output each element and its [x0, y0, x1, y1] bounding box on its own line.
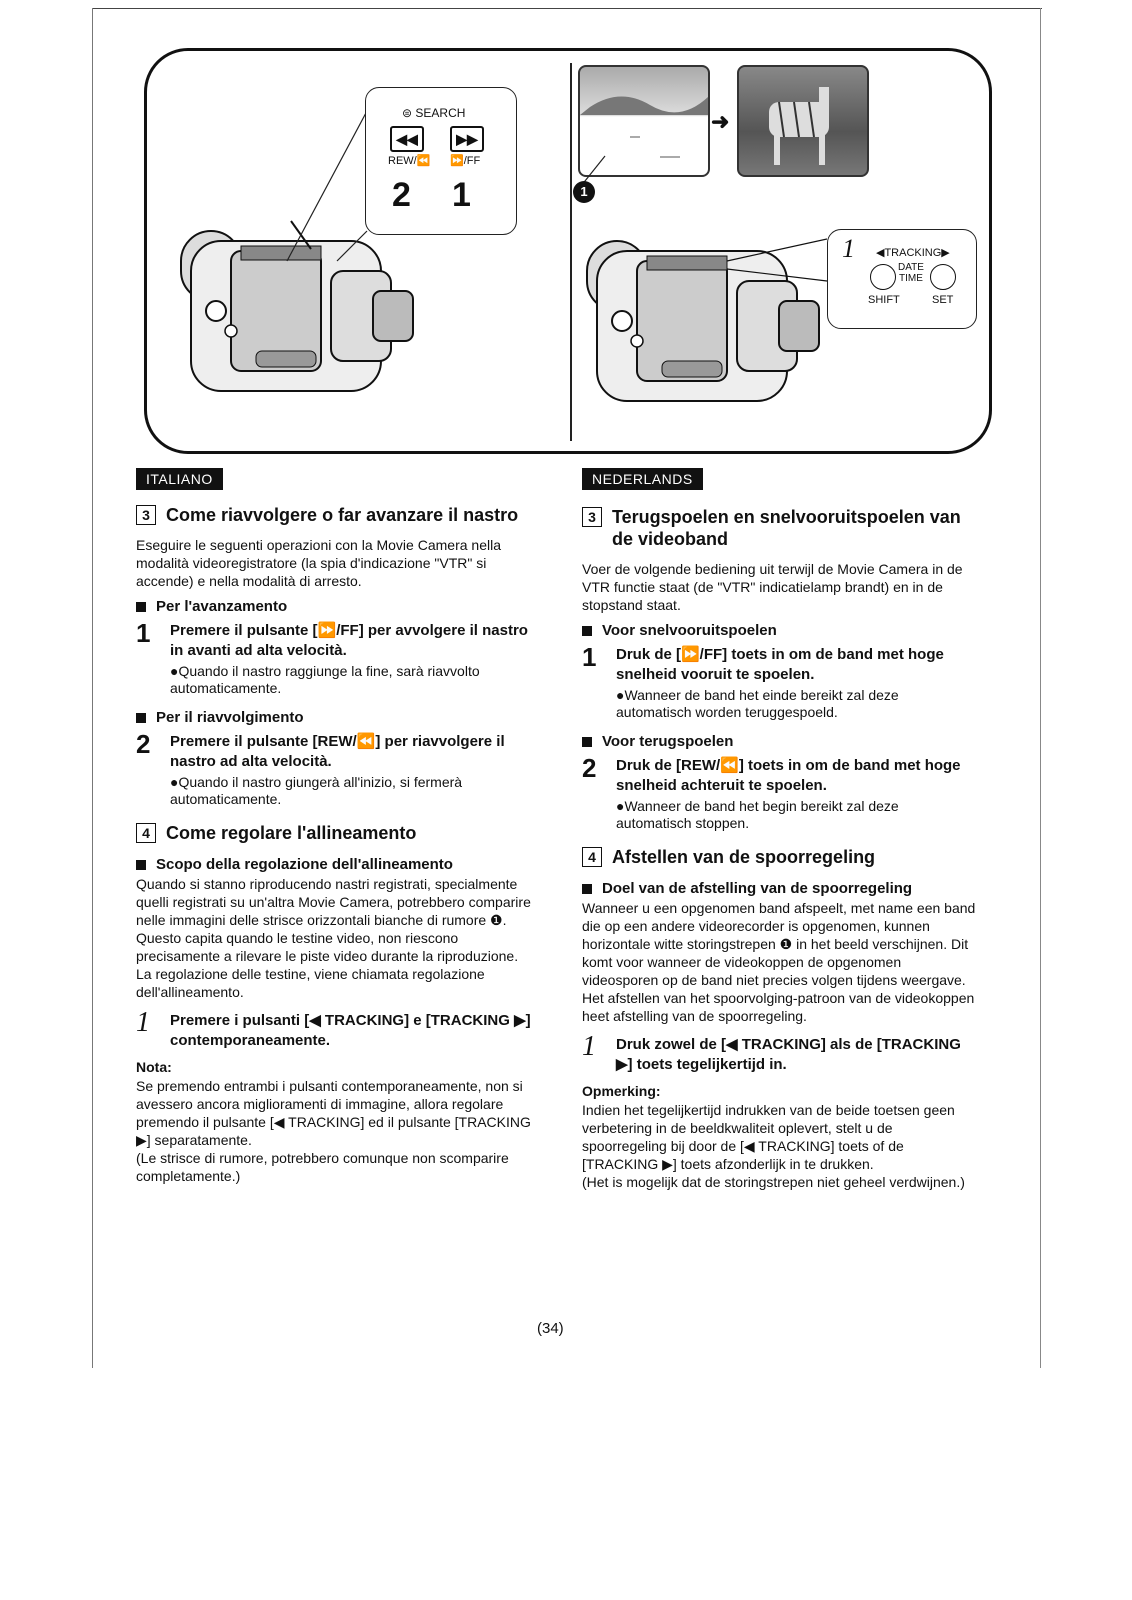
section-3-heading [136, 504, 531, 526]
subheading-purpose-text: Doel van de afstelling van de spoorregeling [602, 880, 913, 897]
language-tag-italiano: ITALIANO [136, 468, 223, 490]
language-tag-nederlands: NEDERLANDS [582, 468, 703, 490]
note-paragraph: Indien het tegelijkertijd indrukken van de beide toetsen geen verbetering in de beeldkwaliteit oplevert, stelt u de spoorregeling bij door de [◀ TRACKING] toets of de [TRACKING ▶] toets afzonderlijk in te drukken. [582, 1102, 955, 1172]
step-text: Druk de [⏩/FF] toets in om de band met hoge snelheid vooruit te spoelen. [616, 646, 944, 683]
section-number: 4 [582, 847, 602, 867]
purpose-paragraph: Wanneer u een opgenomen band afspeelt, met name een band die op een andere videorecorder is opgenomen, kunnen horizontale witte storingstrepen ❶ in het beeld verschijnen. Dit komt voor wanneer de videokoppen de opgenomen videosporen op de band niet precies volgen tijdens weergave. Het afstellen van het spoorvolging-patroon van de videokoppen heet afstelling van de spoorregeling. [582, 900, 976, 1024]
subheading-ff-text: Voor snelvooruitspoelen [602, 622, 777, 639]
square-bullet-icon [582, 884, 592, 894]
zebra-graphic [739, 67, 867, 175]
step-number: 1 [136, 1007, 150, 1038]
subheading-rew [136, 709, 531, 726]
bullet-note: ●Wanneer de band het einde bereikt zal deze automatisch worden teruggespoeld. [616, 687, 899, 720]
step-text: Premere i pulsanti [◀ TRACKING] e [TRACKING ▶] contemporaneamente. [170, 1012, 531, 1049]
note-paragraph-2: (Het is mogelijk dat de storingstrepen niet geheel verdwijnen.) [582, 1174, 965, 1190]
bullet-note: ●Quando il nastro raggiunge la fine, sarà riavvolto automaticamente. [170, 663, 480, 696]
note-heading: Opmerking: [582, 1083, 661, 1099]
section-number: 3 [582, 507, 602, 527]
camera-illustration [144, 48, 992, 454]
step-number-2: 2 [392, 176, 411, 214]
page-border-top [92, 8, 1042, 9]
rew-label: REW/⏪ [388, 155, 431, 167]
page-border-right [1040, 8, 1041, 1368]
subheading-ff [582, 622, 977, 639]
bullet-note: ●Wanneer de band het begin bereikt zal deze automatisch stoppen. [616, 798, 899, 831]
section-number: 3 [136, 505, 156, 525]
page-number: (34) [537, 1320, 564, 1337]
subheading-ff-text: Per l'avanzamento [156, 598, 288, 615]
set-label: SET [932, 294, 954, 306]
tracking-buttons-callout [827, 229, 977, 329]
ff-label: ⏩/FF [450, 155, 481, 167]
tracking-left-round-button [870, 264, 896, 290]
step-number: 1 [582, 1031, 596, 1062]
step-number: 2 [136, 729, 151, 759]
step-number: 1 [582, 642, 597, 672]
step-number: 2 [582, 753, 597, 783]
search-label-text: SEARCH [415, 106, 466, 120]
search-label: ⊜ SEARCH [402, 106, 466, 120]
note-paragraph: Se premendo entrambi i pulsanti contemporaneamente, non si avessero ancora miglioramenti di immagine, allora regolare premendo il pulsante [◀ TRACKING] ed il pulsante [TRACKING ▶] separatamente. [136, 1078, 531, 1148]
subheading-rew-text: Voor terugspoelen [602, 733, 734, 750]
shift-label: SHIFT [868, 294, 900, 306]
arrow-icon: ➜ [711, 109, 730, 134]
step-number: 1 [136, 618, 151, 648]
subheading-ff [136, 598, 531, 615]
square-bullet-icon [136, 602, 146, 612]
square-bullet-icon [582, 737, 592, 747]
subheading-rew [582, 733, 977, 750]
subheading-rew-text: Per il riavvolgimento [156, 709, 304, 726]
step-number-1: 1 [452, 176, 471, 214]
intro-paragraph: Voer de volgende bediening uit terwijl de Movie Camera in de VTR functie staat (de "VTR" indicatielamp brandt) en in de stopstand staat. [582, 561, 963, 613]
section-4-heading [136, 822, 531, 844]
step-tracking [582, 1031, 977, 1075]
section-title: Come regolare l'allineamento [166, 823, 417, 843]
subheading-purpose-text: Scopo della regolazione dell'allineamento [156, 856, 453, 873]
nederlands-column [582, 468, 977, 1191]
marker-1-icon: 1 [573, 181, 595, 203]
section-3-heading [582, 506, 977, 550]
step-rew [136, 729, 531, 772]
step-tracking [136, 1007, 531, 1051]
note-paragraph-2: (Le strisce di rumore, potrebbero comunque non scomparire completamente.) [136, 1150, 509, 1184]
purpose-paragraph: Quando si stanno riproducendo nastri registrati, specialmente quelli registrati su un'altra Movie Camera, potrebbero comparire nelle immagini delle strisce orizzontali bianche di rumore ❶. Questo capita quando le testine video, non riescono precisamente a rilevare le piste video durante la riproduzione. La regolazione delle testine, viene chiamata regolazione dell'allineamento. [136, 876, 531, 1000]
rew-button: ◀◀ [390, 126, 424, 152]
tracking-step-number: 1 [842, 234, 855, 263]
section-4-heading [582, 846, 977, 868]
step-text: Druk de [REW/⏪] toets in om de band met hoge snelheid achteruit te spoelen. [616, 757, 961, 794]
callout-pointer-lines [277, 101, 377, 271]
camcorder-right-drawing [567, 221, 827, 431]
square-bullet-icon [136, 860, 146, 870]
step-text: Premere il pulsante [⏩/FF] per avvolgere il nastro in avanti ad alta velocità. [170, 622, 528, 659]
step-text: Premere il pulsante [REW/⏪] per riavvolgere il nastro ad alta velocità. [170, 733, 505, 770]
italiano-column [136, 468, 531, 1185]
square-bullet-icon [582, 626, 592, 636]
tracking-label: ◀TRACKING▶ [876, 247, 950, 259]
subheading-purpose [582, 880, 977, 897]
section-title: Come riavvolgere o far avanzare il nastro [166, 505, 519, 525]
subheading-purpose [136, 856, 531, 873]
page-border-left [92, 8, 93, 1368]
search-buttons-callout [365, 87, 517, 235]
section-title: Afstellen van de spoorregeling [612, 847, 876, 867]
step-ff [582, 642, 977, 685]
screen-clear-image [737, 65, 869, 177]
step-ff [136, 618, 531, 661]
step-text: Druk zowel de [◀ TRACKING] als de [TRACKING ▶] toets tegelijkertijd in. [616, 1036, 961, 1073]
ff-button: ▶▶ [450, 126, 484, 152]
step-rew [582, 753, 977, 796]
section-number: 4 [136, 823, 156, 843]
section-title: Terugspoelen en snelvooruitspoelen van de videoband [612, 507, 961, 549]
intro-paragraph: Eseguire le seguenti operazioni con la Movie Camera nella modalità videoregistratore (la spia d'indicazione "VTR" si accende) e nella modalità di arresto. [136, 537, 501, 589]
tracking-right-round-button [930, 264, 956, 290]
note-heading: Nota: [136, 1059, 172, 1075]
bullet-note: ●Quando il nastro giungerà all'inizio, si fermerà automaticamente. [170, 774, 463, 807]
date-time-label: DATE TIME [898, 262, 924, 284]
square-bullet-icon [136, 713, 146, 723]
